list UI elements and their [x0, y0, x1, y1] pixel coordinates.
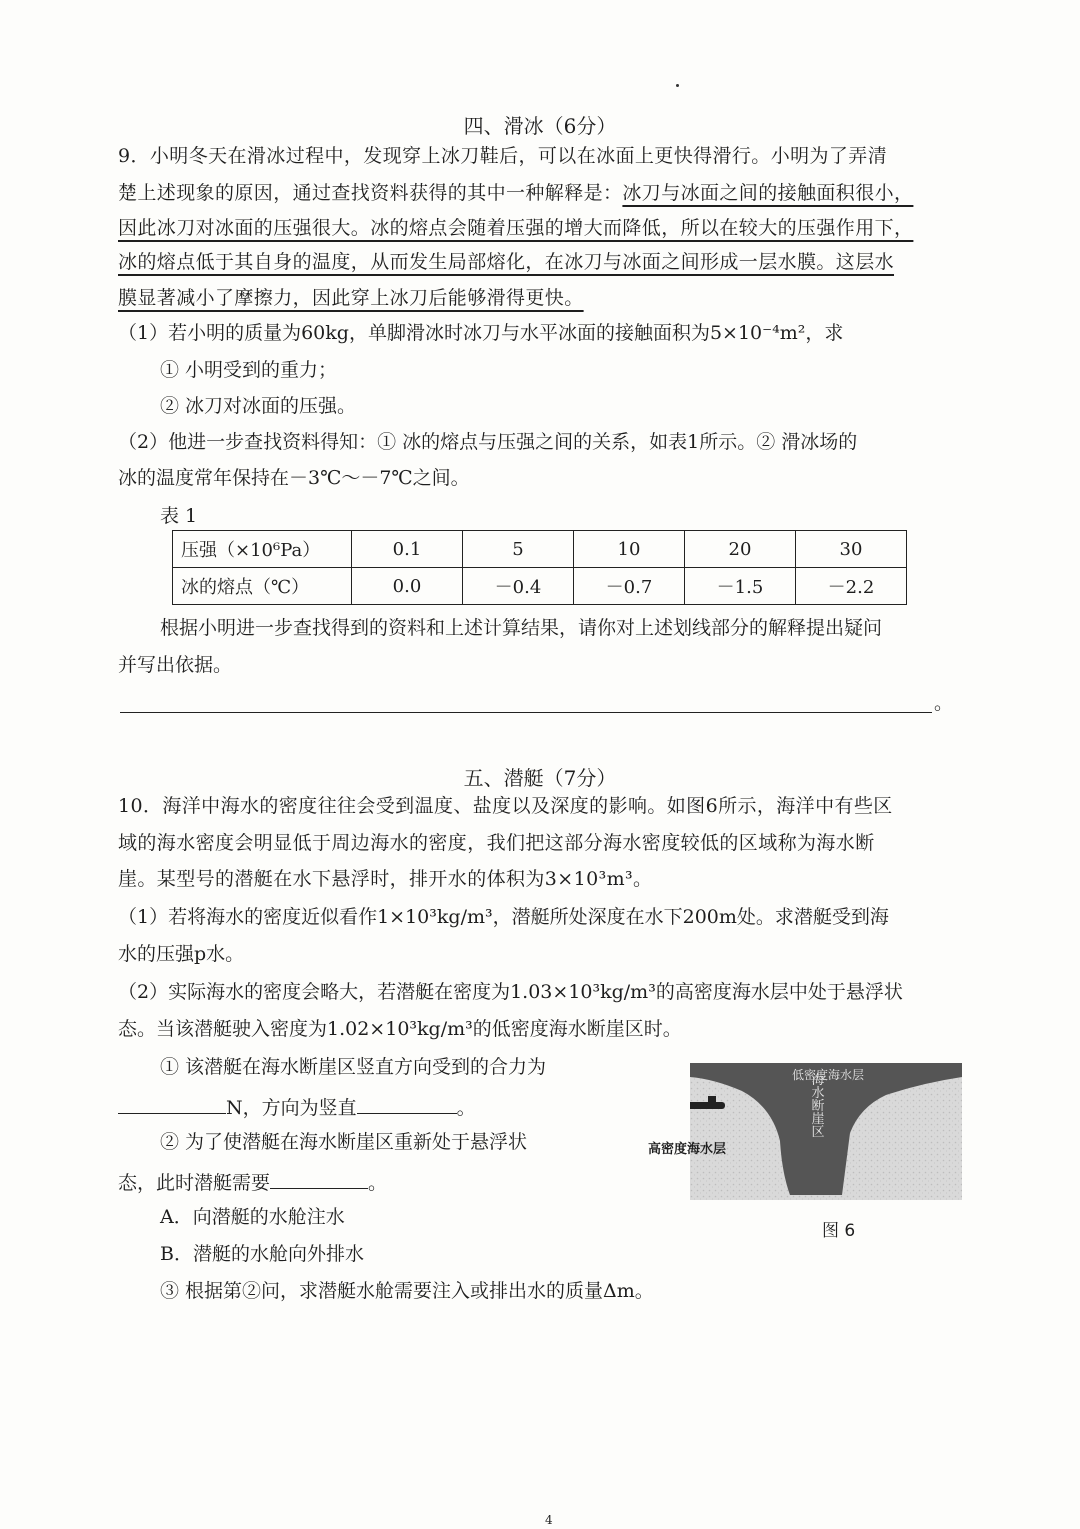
q10-part-2-line-2: 态。当该潜艇驶入密度为1.02×10³kg/m³的低密度海水断崖区时。 — [118, 1018, 682, 1040]
q9-underlined-4: 膜显著减小了摩擦力，因此穿上冰刀后能够滑得更快。 — [118, 287, 584, 309]
table-cell: 30 — [796, 531, 907, 568]
scan-speck — [676, 84, 679, 87]
table-cell: －2.2 — [796, 568, 907, 605]
q10-sub-1-mid: N，方向为竖直 — [226, 1097, 357, 1119]
q9-part-2-line-1: （2）他进一步查找资料得知：① 冰的熔点与压强之间的关系，如表1所示。② 滑冰场的 — [118, 431, 858, 453]
q10-sub-1-end: 。 — [456, 1097, 476, 1119]
table-cell: －1.5 — [685, 568, 796, 605]
figure-caption: 图 6 — [822, 1221, 856, 1241]
q9-part-1-b: ② 冰刀对冰面的压强。 — [160, 395, 357, 417]
answer-line-end: 。 — [934, 692, 954, 714]
table-cell: 20 — [685, 531, 796, 568]
q10-sub-3: ③ 根据第②问，求潜艇水舱需要注入或排出水的质量Δm。 — [160, 1280, 654, 1302]
option-a: A．向潜艇的水舱注水 — [160, 1206, 345, 1228]
page-number: 4 — [545, 1513, 553, 1527]
table-cell: －0.4 — [463, 568, 574, 605]
table-caption: 表 1 — [160, 505, 198, 527]
q9-line-1: 9．小明冬天在滑冰过程中，发现穿上冰刀鞋后，可以在冰面上更快得滑行。小明为了弄清 — [118, 145, 888, 167]
label-high-density: 高密度海水层 — [648, 1142, 727, 1157]
q9-underlined-2: 因此冰刀对冰面的压强很大。冰的熔点会随着压强的增大而降低，所以在较大的压强作用下， — [118, 217, 914, 239]
q10-part-2-line-1: （2）实际海水的密度会略大，若潜艇在密度为1.03×10³kg/m³的高密度海水层中处于悬浮状 — [118, 981, 903, 1003]
q10-sub-2-end: 。 — [368, 1172, 388, 1194]
q9-ask-line-1: 根据小明进一步查找得到的资料和上述计算结果，请你对上述划线部分的解释提出疑问 — [160, 617, 883, 639]
q9-part-2-line-2: 冰的温度常年保持在－3℃～－7℃之间。 — [118, 467, 470, 489]
table-row-pressure — [173, 531, 907, 568]
table-header-melting: 冰的熔点（℃） — [173, 568, 352, 605]
q10-part-1-line-1: （1）若将海水的密度近似看作1×10³kg/m³，潜艇所处深度在水下200m处。求潜艇受到海 — [118, 906, 889, 928]
section-5-title: 五、潜艇（7分） — [463, 766, 617, 790]
pressure-melting-table — [172, 530, 907, 605]
submarine-icon — [690, 1102, 725, 1109]
q9-ask-line-2: 并写出依据。 — [118, 654, 233, 676]
q10-sub-2-line-2 — [118, 1170, 387, 1193]
table-cell: －0.7 — [574, 568, 685, 605]
label-cliff: 海水断崖区 — [808, 1072, 824, 1138]
blank-net-force[interactable] — [118, 1095, 226, 1114]
q10-sub-1-line-2 — [118, 1095, 476, 1118]
answer-line[interactable] — [120, 712, 932, 713]
section-4-title: 四、滑冰（6分） — [463, 114, 617, 138]
q10-sub-2-text: 态，此时潜艇需要 — [118, 1172, 271, 1194]
q9-part-1: （1）若小明的质量为60kg，单脚滑冰时冰刀与水平冰面的接触面积为5×10⁻⁴m²，求 — [118, 322, 844, 344]
q9-underlined-3: 冰的熔点低于其自身的温度，从而发生局部熔化，在冰刀与冰面之间形成一层水膜。这层水 — [118, 251, 895, 273]
table-cell: 0.0 — [352, 568, 463, 605]
q10-line-3: 崖。某型号的潜艇在水下悬浮时，排开水的体积为3×10³m³。 — [118, 868, 653, 890]
table-row-melting-point — [173, 568, 907, 605]
q9-part-1-a: ① 小明受到的重力； — [160, 359, 338, 381]
table-cell: 10 — [574, 531, 685, 568]
ocean-density-figure — [690, 1063, 962, 1200]
q9-underlined-1: 冰刀与冰面之间的接触面积很小， — [622, 182, 914, 204]
q10-line-2: 域的海水密度会明显低于周边海水的密度，我们把这部分海水密度较低的区域称为海水断 — [118, 832, 875, 854]
table-cell: 5 — [463, 531, 574, 568]
label-low-density: 低密度海水层 — [791, 1068, 865, 1082]
table-header-pressure: 压强（×10⁶Pa） — [173, 531, 352, 568]
q10-sub-1-line-1: ① 该潜艇在海水断崖区竖直方向受到的合力为 — [160, 1056, 547, 1078]
blank-direction[interactable] — [357, 1095, 457, 1114]
table-cell: 0.1 — [352, 531, 463, 568]
q10-sub-2-line-1: ② 为了使潜艇在海水断崖区重新处于悬浮状 — [160, 1131, 528, 1153]
q10-line-1: 10．海洋中海水的密度往往会受到温度、盐度以及深度的影响。如图6所示，海洋中有些区 — [118, 795, 893, 817]
blank-submarine-action[interactable] — [270, 1170, 368, 1189]
submarine-tower-icon — [708, 1096, 716, 1103]
option-b: B．潜艇的水舱向外排水 — [160, 1243, 364, 1265]
q9-line-2 — [118, 184, 913, 203]
q9-line-2-text: 楚上述现象的原因，通过查找资料获得的其中一种解释是： — [118, 182, 623, 204]
q10-part-1-line-2: 水的压强p水。 — [118, 943, 245, 965]
